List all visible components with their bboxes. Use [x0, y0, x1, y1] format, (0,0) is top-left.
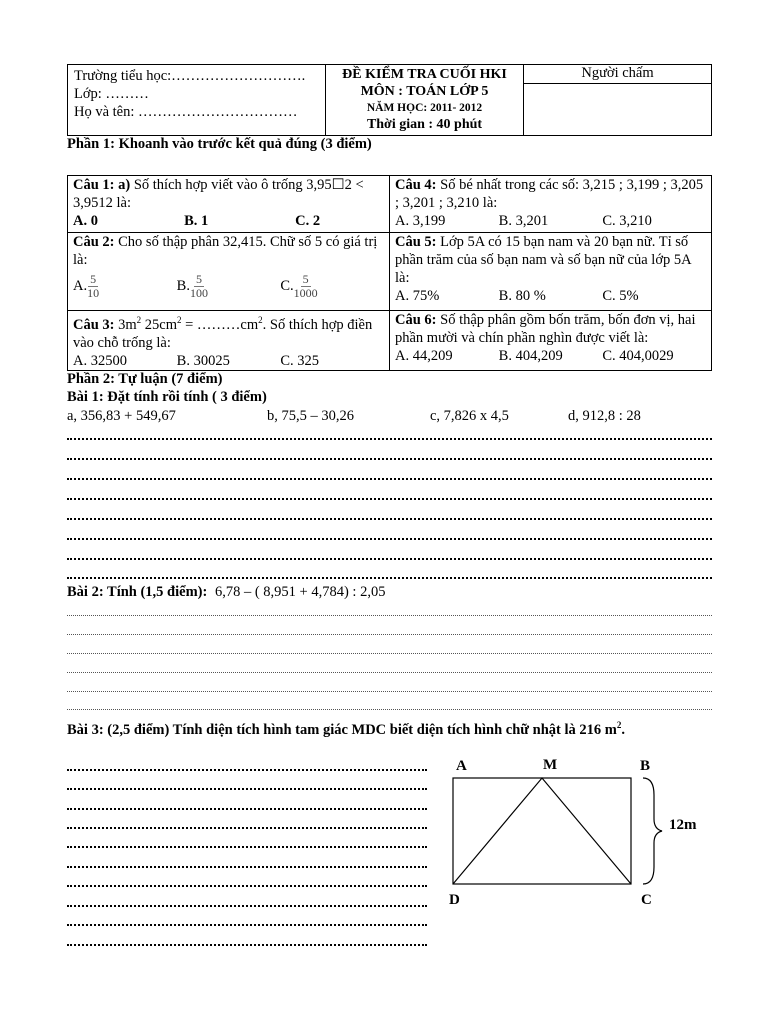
answer-line[interactable] — [67, 478, 712, 480]
answer-line[interactable] — [67, 944, 427, 946]
vertex-m-label: M — [543, 757, 558, 773]
bai2-title: Bài 2: Tính (1,5 điểm): — [67, 584, 208, 600]
q6-option-b: B. 404,209 — [498, 348, 563, 364]
bai3-text: Bài 3: (2,5 điểm) Tính diện tích hình tam giác MDC biết diện tích hình chữ nhật là 216 m — [67, 721, 617, 738]
grader-header: Người chấm — [524, 65, 712, 84]
header-table — [67, 64, 712, 136]
q2-fraction-a: $\frac{5}{10}$ — [87, 272, 100, 300]
q4-label: Câu 4: — [395, 177, 437, 193]
answer-line[interactable] — [67, 458, 712, 460]
q3-text: 3m — [118, 316, 137, 333]
q4-option-a: A. 3,199 — [395, 213, 446, 229]
student-info — [68, 65, 326, 136]
bai3-sup: 2 — [616, 720, 622, 730]
q3-label: Câu 3: — [73, 316, 115, 333]
q2-option-c: C. — [280, 277, 294, 294]
q2-option-b: B. — [176, 277, 190, 294]
exam-time: Thời gian : 40 phút — [366, 117, 483, 132]
answer-line[interactable] — [67, 438, 712, 440]
grader-box — [524, 84, 712, 136]
q5-label: Câu 5: — [395, 234, 437, 250]
question-5 — [390, 233, 712, 311]
vertex-a-label: A — [456, 758, 467, 774]
answer-line[interactable] — [67, 672, 712, 673]
part2-title: Phần 2: Tự luận (7 điểm) — [67, 371, 223, 387]
answer-line[interactable] — [67, 691, 712, 692]
question-1 — [68, 176, 390, 233]
school-field: Trường tiểu học:………………………. — [74, 68, 306, 84]
bai3-title: Bài 3: (2,5 điểm) Tính diện tích hình tam giác MDC biết diện tích hình chữ nhật là 216 $m^2$. — [67, 720, 625, 738]
exam-title-cell — [326, 65, 524, 136]
q5-option-c: C. 5% — [602, 288, 639, 304]
height-label: 12m — [669, 817, 697, 833]
answer-line[interactable] — [67, 788, 427, 790]
q2-option-a: A. — [73, 277, 88, 294]
q6-option-a: A. 44,209 — [395, 348, 453, 364]
rectangle-figure — [440, 755, 740, 915]
bai1-a: a, 356,83 + 549,67 — [67, 408, 176, 424]
vertex-c-label: C — [641, 892, 652, 908]
exam-year: NĂM HỌC: 2011- 2012 — [366, 102, 483, 114]
exam-title: ĐỀ KIỂM TRA CUỐI HKI — [342, 67, 507, 82]
q2-label: Câu 2: — [73, 234, 115, 250]
answer-line[interactable] — [67, 905, 427, 907]
q3-option-c: C. 325 — [280, 352, 320, 369]
q1-label: Câu 1: a) — [73, 177, 131, 193]
q3-option-b: B. 30025 — [176, 352, 230, 369]
q5-option-a: A. 75% — [395, 288, 440, 304]
answer-line[interactable] — [67, 653, 712, 654]
answer-line[interactable] — [67, 808, 427, 810]
bai2-expression: 6,78 – ( 8,951 + 4,784) : 2,05 — [214, 584, 386, 600]
q4-option-b: B. 3,201 — [498, 213, 549, 229]
bai1-title: Bài 1: Đặt tính rồi tính ( 3 điểm) — [67, 389, 267, 405]
q5-text: Lớp 5A có 15 bạn nam và 20 bạn nữ. Tỉ số phần trăm của số bạn nam và số bạn nữ của lớp 5A là: — [395, 234, 691, 286]
q2-fraction-b: $\frac{5}{100}$ — [189, 272, 208, 300]
question-table — [67, 175, 712, 371]
question-3: Câu 3: $3m^2$ $25cm^2$ = $\dots\dots\dots cm^2$. Số thích hợp điền vào chỗ trống là: A. 32500 B. 30025 C. 325 — [68, 311, 390, 371]
answer-line[interactable] — [67, 538, 712, 540]
answer-line[interactable] — [67, 846, 427, 848]
vertex-b-label: B — [640, 758, 651, 774]
q6-label: Câu 6: — [395, 312, 437, 328]
rectangle-abcd — [453, 778, 631, 884]
q4-option-c: C. 3,210 — [602, 213, 652, 229]
question-4 — [390, 176, 712, 233]
q2-text: Cho số thập phân 32,415. Chữ số 5 có giá trị là: — [73, 234, 378, 268]
exam-subject: MÔN : TOÁN LỚP 5 — [360, 84, 489, 99]
vertex-d-label: D — [449, 892, 460, 908]
answer-line[interactable] — [67, 709, 712, 710]
q4-text: Số bé nhất trong các số: 3,215 ; 3,199 ; 3,205 ; 3,201 ; 3,210 là: — [395, 177, 704, 211]
q1-option-c: C. 2 — [295, 213, 321, 229]
part1-title: Phần 1: Khoanh vào trước kết quả đúng (3 điểm) — [67, 136, 372, 152]
name-field: Họ và tên: …………………………… — [74, 104, 298, 120]
answer-line[interactable] — [67, 885, 427, 887]
answer-line[interactable] — [67, 769, 427, 771]
answer-line[interactable] — [67, 498, 712, 500]
answer-line[interactable] — [67, 558, 712, 560]
q1-text: Số thích hợp viết vào ô trống 3,95☐2 < 3,9512 là: — [73, 177, 364, 211]
q6-text: Số thập phân gồm bốn trăm, bốn đơn vị, hai phần mười và chín phần nghìn được viết là: — [395, 312, 696, 346]
question-2 — [68, 233, 390, 311]
height-brace — [643, 778, 662, 884]
answer-line[interactable] — [67, 827, 427, 829]
answer-line[interactable] — [67, 615, 712, 616]
bai1-d: d, 912,8 : 28 — [568, 408, 641, 424]
q1-option-b: B. 1 — [184, 213, 209, 229]
bai1-c: c, 7,826 x 4,5 — [430, 408, 509, 424]
triangle-mdc — [453, 778, 631, 884]
class-field: Lớp: ……… — [74, 86, 149, 102]
answer-line[interactable] — [67, 634, 712, 635]
answer-line[interactable] — [67, 866, 427, 868]
bai2 — [67, 584, 385, 601]
q1-option-a: A. 0 — [73, 213, 98, 229]
q6-option-c: C. 404,0029 — [602, 348, 674, 364]
answer-line[interactable] — [67, 924, 427, 926]
question-6 — [390, 311, 712, 371]
q3-option-a: A. 32500 — [73, 352, 127, 369]
answer-line[interactable] — [67, 518, 712, 520]
q5-option-b: B. 80 % — [498, 288, 546, 304]
bai1-b: b, 75,5 – 30,26 — [267, 408, 354, 424]
q2-fraction-c: $\frac{5}{1000}$ — [293, 272, 318, 300]
answer-line[interactable] — [67, 577, 712, 579]
